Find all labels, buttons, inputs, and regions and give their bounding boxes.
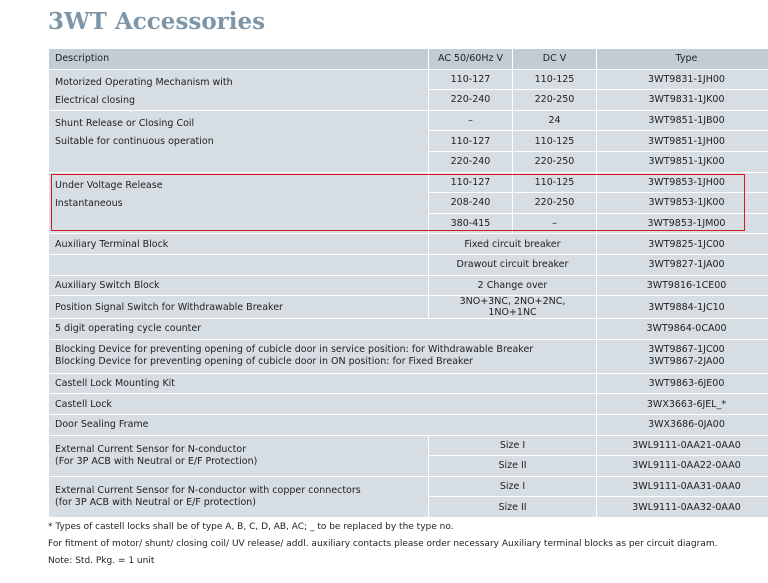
table-row (49, 296, 768, 319)
sensor1-description (49, 435, 429, 476)
type-cell: 3WT9827-1JA00 (597, 254, 768, 275)
type-cell: 3WT9863-6JE00 (597, 373, 768, 394)
size-cell: Size I (429, 435, 597, 456)
table-row (49, 172, 768, 193)
type-cell: 3WT9851-1JH00 (597, 131, 768, 152)
castellkit-description: Castell Lock Mounting Kit (49, 373, 597, 394)
spec-cell: Fixed circuit breaker (429, 234, 597, 255)
table-row (49, 69, 768, 90)
table-row (49, 234, 768, 255)
dc-cell: 110-125 (513, 69, 597, 90)
counter-description: 5 digit operating cycle counter (49, 319, 597, 340)
accessories-table (48, 48, 768, 518)
type-cell: 3WT9884-1JC10 (597, 296, 768, 319)
undervoltage-description (49, 172, 429, 234)
description-line: External Current Sensor for N-conductor with copper connectors (55, 484, 361, 496)
table-row (49, 394, 768, 415)
ac-cell: 110-127 (429, 172, 513, 193)
type-line: 3WT9867-2JA00 (648, 356, 725, 368)
description-line: Instantaneous (55, 197, 123, 209)
footnote: Note: Std. Pkg. = 1 unit (48, 556, 155, 566)
dc-cell: 220-250 (513, 193, 597, 214)
header-type: Type (597, 49, 768, 70)
type-cell: 3WT9851-1JK00 (597, 151, 768, 172)
dc-cell: 110-125 (513, 172, 597, 193)
auxterminal-description: Auxiliary Terminal Block (49, 234, 429, 255)
table-header-row (49, 49, 768, 70)
footnote: For fitment of motor/ shunt/ closing coil/ UV release/ addl. auxiliary contacts please order necessary Auxiliary terminal blocks as per circuit diagram. (48, 539, 718, 549)
spec-cell: 2 Change over (429, 275, 597, 296)
description-line: (For 3P ACB with Neutral or E/F Protection) (55, 455, 258, 467)
type-cell: 3WT9853-1JH00 (597, 172, 768, 193)
blocking-description (49, 339, 597, 373)
description-line: Blocking Device for preventing opening of cubicle door in service position: for Withdrawable Breaker (55, 344, 534, 356)
ac-cell: 380-415 (429, 213, 513, 234)
dc-cell: 110-125 (513, 131, 597, 152)
doorseal-description: Door Sealing Frame (49, 414, 597, 435)
dc-cell: 220-250 (513, 90, 597, 111)
size-cell: Size II (429, 497, 597, 518)
ac-cell: 110-127 (429, 131, 513, 152)
header-dc: DC V (513, 49, 597, 70)
description-line: Electrical closing (55, 94, 135, 106)
table-row (49, 319, 768, 340)
description-line: Suitable for continuous operation (55, 135, 214, 147)
dc-cell: 220-250 (513, 151, 597, 172)
dc-cell: 24 (513, 110, 597, 131)
ac-cell: 208-240 (429, 193, 513, 214)
shunt-description (49, 110, 429, 172)
type-cell: 3WL9111-0AA22-0AA0 (597, 456, 768, 477)
table-row (49, 435, 768, 456)
description-line: Motorized Operating Mechanism with (55, 76, 233, 88)
size-cell: Size I (429, 476, 597, 497)
type-cell: 3WT9816-1CE00 (597, 275, 768, 296)
description-line: Under Voltage Release (55, 179, 163, 191)
dc-cell: – (513, 213, 597, 234)
description-line: Shunt Release or Closing Coil (55, 117, 195, 129)
type-cell: 3WT9853-1JM00 (597, 213, 768, 234)
table-row (49, 373, 768, 394)
type-cell: 3WL9111-0AA31-0AA0 (597, 476, 768, 497)
type-cell: 3WL9111-0AA32-0AA0 (597, 497, 768, 518)
page-title: 3WT Accessories (48, 8, 266, 35)
description-line: Blocking Device for preventing opening of cubicle door in ON position: for Fixed Breaker (55, 356, 473, 368)
empty-description (49, 254, 429, 275)
size-cell: Size II (429, 456, 597, 477)
header-description: Description (49, 49, 429, 70)
type-cell (597, 339, 768, 373)
table-row (49, 254, 768, 275)
ac-cell: 110-127 (429, 69, 513, 90)
type-cell: 3WT9831-1JH00 (597, 69, 768, 90)
table-row (49, 476, 768, 497)
footnotes (48, 519, 717, 570)
type-cell: 3WX3686-0JA00 (597, 414, 768, 435)
type-line: 3WT9867-1JC00 (648, 344, 725, 356)
ac-cell: – (429, 110, 513, 131)
ac-cell: 220-240 (429, 90, 513, 111)
possignal-description: Position Signal Switch for Withdrawable Breaker (49, 296, 429, 319)
description-line: External Current Sensor for N-conductor (55, 443, 247, 455)
spec-cell: 3NO+3NC, 2NO+2NC, 1NO+1NC (429, 296, 597, 319)
type-cell: 3WT9853-1JK00 (597, 193, 768, 214)
auxswitch-description: Auxiliary Switch Block (49, 275, 429, 296)
table-row (49, 339, 768, 373)
type-cell: 3WT9831-1JK00 (597, 90, 768, 111)
motorized-description (49, 69, 429, 110)
footnote: * Types of castell locks shall be of type A, B, C, D, AB, AC; _ to be replaced by the type no. (48, 522, 454, 532)
type-cell: 3WL9111-0AA21-0AA0 (597, 435, 768, 456)
type-cell: 3WT9825-1JC00 (597, 234, 768, 255)
sensor2-description (49, 476, 429, 517)
type-cell: 3WT9864-0CA00 (597, 319, 768, 340)
table-row (49, 110, 768, 131)
header-ac: AC 50/60Hz V (429, 49, 513, 70)
type-cell: 3WT9851-1JB00 (597, 110, 768, 131)
table-row (49, 414, 768, 435)
castelllock-description: Castell Lock (49, 394, 597, 415)
table-row (49, 275, 768, 296)
type-cell: 3WX3663-6JEL_* (597, 394, 768, 415)
ac-cell: 220-240 (429, 151, 513, 172)
spec-cell: Drawout circuit breaker (429, 254, 597, 275)
description-line: (for 3P ACB with Neutral or E/F protection) (55, 496, 257, 508)
